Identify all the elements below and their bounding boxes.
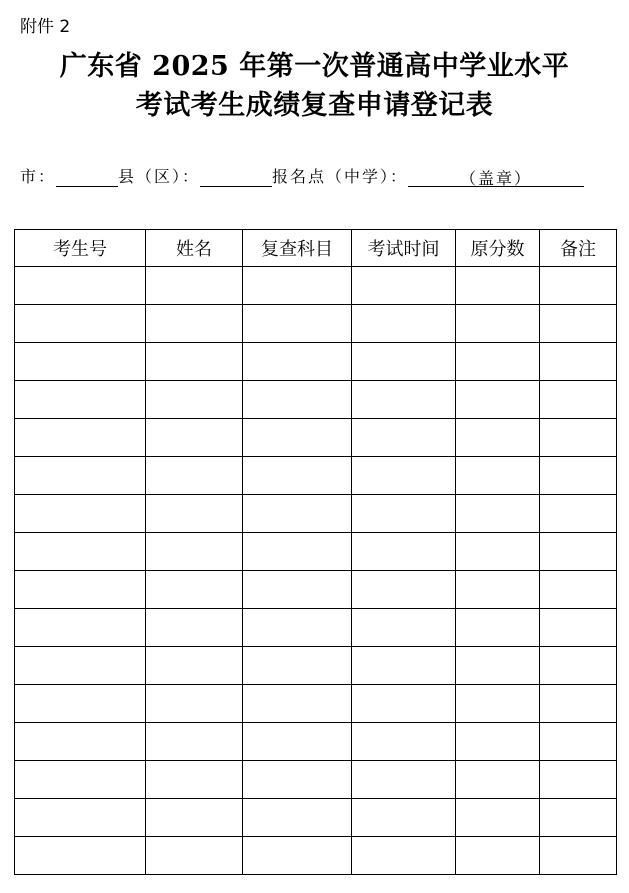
exam-time-cell[interactable] bbox=[352, 267, 456, 305]
original-score-cell[interactable] bbox=[456, 343, 540, 381]
name-cell[interactable] bbox=[146, 837, 243, 875]
review-subject-cell[interactable] bbox=[243, 533, 352, 571]
table-row bbox=[15, 647, 617, 685]
remarks-cell[interactable] bbox=[540, 419, 617, 457]
school-seal-field[interactable] bbox=[408, 166, 584, 187]
remarks-cell[interactable] bbox=[540, 495, 617, 533]
review-subject-cell[interactable] bbox=[243, 381, 352, 419]
county-field[interactable] bbox=[200, 166, 272, 187]
name-cell[interactable] bbox=[146, 761, 243, 799]
candidate-number-cell[interactable] bbox=[15, 533, 146, 571]
table-row bbox=[15, 457, 617, 495]
remarks-cell[interactable] bbox=[540, 571, 617, 609]
original-score-cell[interactable] bbox=[456, 571, 540, 609]
original-score-cell[interactable] bbox=[456, 837, 540, 875]
table-row bbox=[15, 761, 617, 799]
review-subject-cell[interactable] bbox=[243, 495, 352, 533]
table-row bbox=[15, 723, 617, 761]
candidate-number-cell[interactable] bbox=[15, 837, 146, 875]
remarks-cell[interactable] bbox=[540, 457, 617, 495]
registration-info-line bbox=[20, 163, 584, 187]
original-score-cell[interactable] bbox=[456, 267, 540, 305]
table-row bbox=[15, 799, 617, 837]
exam-time-cell[interactable] bbox=[352, 685, 456, 723]
candidate-number-cell[interactable] bbox=[15, 685, 146, 723]
review-subject-cell[interactable] bbox=[243, 571, 352, 609]
exam-time-cell[interactable] bbox=[352, 837, 456, 875]
review-subject-cell[interactable] bbox=[243, 685, 352, 723]
header-remarks: 备注 bbox=[540, 230, 617, 267]
remarks-cell[interactable] bbox=[540, 685, 617, 723]
review-subject-cell[interactable] bbox=[243, 343, 352, 381]
original-score-cell[interactable] bbox=[456, 761, 540, 799]
county-label: 县（区）： bbox=[118, 167, 201, 186]
city-field[interactable] bbox=[56, 166, 118, 187]
name-cell[interactable] bbox=[146, 381, 243, 419]
table-row bbox=[15, 837, 617, 875]
exam-time-cell[interactable] bbox=[352, 381, 456, 419]
table-row bbox=[15, 305, 617, 343]
name-cell[interactable] bbox=[146, 609, 243, 647]
remarks-cell[interactable] bbox=[540, 837, 617, 875]
candidate-number-cell[interactable] bbox=[15, 571, 146, 609]
table-row bbox=[15, 381, 617, 419]
page-title-line-1: 广东省 2025 年第一次普通高中学业水平 bbox=[59, 51, 570, 82]
table-body bbox=[15, 267, 617, 875]
exam-time-cell[interactable] bbox=[352, 647, 456, 685]
remarks-cell[interactable] bbox=[540, 799, 617, 837]
candidate-number-cell[interactable] bbox=[15, 647, 146, 685]
review-subject-cell[interactable] bbox=[243, 647, 352, 685]
name-cell[interactable] bbox=[146, 343, 243, 381]
header-review-subject: 复查科目 bbox=[243, 230, 352, 267]
name-cell[interactable] bbox=[146, 267, 243, 305]
name-cell[interactable] bbox=[146, 495, 243, 533]
remarks-cell[interactable] bbox=[540, 609, 617, 647]
table-row bbox=[15, 267, 617, 305]
candidate-number-cell[interactable] bbox=[15, 457, 146, 495]
original-score-cell[interactable] bbox=[456, 685, 540, 723]
original-score-cell[interactable] bbox=[456, 381, 540, 419]
candidate-number-cell[interactable] bbox=[15, 381, 146, 419]
seal-label: （盖章） bbox=[460, 169, 533, 188]
remarks-cell[interactable] bbox=[540, 343, 617, 381]
original-score-cell[interactable] bbox=[456, 723, 540, 761]
exam-time-cell[interactable] bbox=[352, 571, 456, 609]
review-subject-cell[interactable] bbox=[243, 305, 352, 343]
header-name: 姓名 bbox=[146, 230, 243, 267]
exam-time-cell[interactable] bbox=[352, 343, 456, 381]
review-subject-cell[interactable] bbox=[243, 799, 352, 837]
review-subject-cell[interactable] bbox=[243, 609, 352, 647]
candidate-number-cell[interactable] bbox=[15, 343, 146, 381]
table-row bbox=[15, 571, 617, 609]
exam-time-cell[interactable] bbox=[352, 799, 456, 837]
table-row bbox=[15, 343, 617, 381]
candidate-number-cell[interactable] bbox=[15, 761, 146, 799]
original-score-cell[interactable] bbox=[456, 799, 540, 837]
city-label: 市： bbox=[20, 167, 57, 186]
remarks-cell[interactable] bbox=[540, 381, 617, 419]
original-score-cell[interactable] bbox=[456, 609, 540, 647]
review-subject-cell[interactable] bbox=[243, 837, 352, 875]
review-subject-cell[interactable] bbox=[243, 761, 352, 799]
name-cell[interactable] bbox=[146, 419, 243, 457]
name-cell[interactable] bbox=[146, 305, 243, 343]
candidate-number-cell[interactable] bbox=[15, 267, 146, 305]
name-cell[interactable] bbox=[146, 723, 243, 761]
name-cell[interactable] bbox=[146, 685, 243, 723]
page-title-line-2: 考试考生成绩复查申请登记表 bbox=[135, 90, 494, 121]
exam-time-cell[interactable] bbox=[352, 533, 456, 571]
table-row bbox=[15, 533, 617, 571]
review-subject-cell[interactable] bbox=[243, 267, 352, 305]
review-subject-cell[interactable] bbox=[243, 723, 352, 761]
name-cell[interactable] bbox=[146, 457, 243, 495]
table-row bbox=[15, 495, 617, 533]
exam-time-cell[interactable] bbox=[352, 305, 456, 343]
table-row bbox=[15, 419, 617, 457]
exam-time-cell[interactable] bbox=[352, 609, 456, 647]
remarks-cell[interactable] bbox=[540, 305, 617, 343]
candidate-number-cell[interactable] bbox=[15, 495, 146, 533]
remarks-cell[interactable] bbox=[540, 761, 617, 799]
header-original-score: 原分数 bbox=[456, 230, 540, 267]
remarks-cell[interactable] bbox=[540, 267, 617, 305]
exam-time-cell[interactable] bbox=[352, 495, 456, 533]
review-subject-cell[interactable] bbox=[243, 419, 352, 457]
exam-time-cell[interactable] bbox=[352, 723, 456, 761]
candidate-number-cell[interactable] bbox=[15, 723, 146, 761]
school-label: 报名点（中学）： bbox=[272, 167, 409, 186]
candidate-number-cell[interactable] bbox=[15, 799, 146, 837]
exam-time-cell[interactable] bbox=[352, 457, 456, 495]
header-candidate-number: 考生号 bbox=[15, 230, 146, 267]
original-score-cell[interactable] bbox=[456, 533, 540, 571]
candidate-number-cell[interactable] bbox=[15, 305, 146, 343]
exam-time-cell[interactable] bbox=[352, 761, 456, 799]
original-score-cell[interactable] bbox=[456, 647, 540, 685]
candidate-number-cell[interactable] bbox=[15, 419, 146, 457]
remarks-cell[interactable] bbox=[540, 723, 617, 761]
attachment-label: 附件 2 bbox=[20, 17, 71, 37]
application-table bbox=[14, 229, 617, 875]
name-cell[interactable] bbox=[146, 571, 243, 609]
table-row bbox=[15, 685, 617, 723]
original-score-cell[interactable] bbox=[456, 419, 540, 457]
original-score-cell[interactable] bbox=[456, 457, 540, 495]
name-cell[interactable] bbox=[146, 799, 243, 837]
name-cell[interactable] bbox=[146, 647, 243, 685]
exam-time-cell[interactable] bbox=[352, 419, 456, 457]
remarks-cell[interactable] bbox=[540, 647, 617, 685]
header-exam-time: 考试时间 bbox=[352, 230, 456, 267]
candidate-number-cell[interactable] bbox=[15, 609, 146, 647]
name-cell[interactable] bbox=[146, 533, 243, 571]
table-header-row bbox=[15, 230, 617, 267]
original-score-cell[interactable] bbox=[456, 495, 540, 533]
table-row bbox=[15, 609, 617, 647]
original-score-cell[interactable] bbox=[456, 305, 540, 343]
remarks-cell[interactable] bbox=[540, 533, 617, 571]
review-subject-cell[interactable] bbox=[243, 457, 352, 495]
